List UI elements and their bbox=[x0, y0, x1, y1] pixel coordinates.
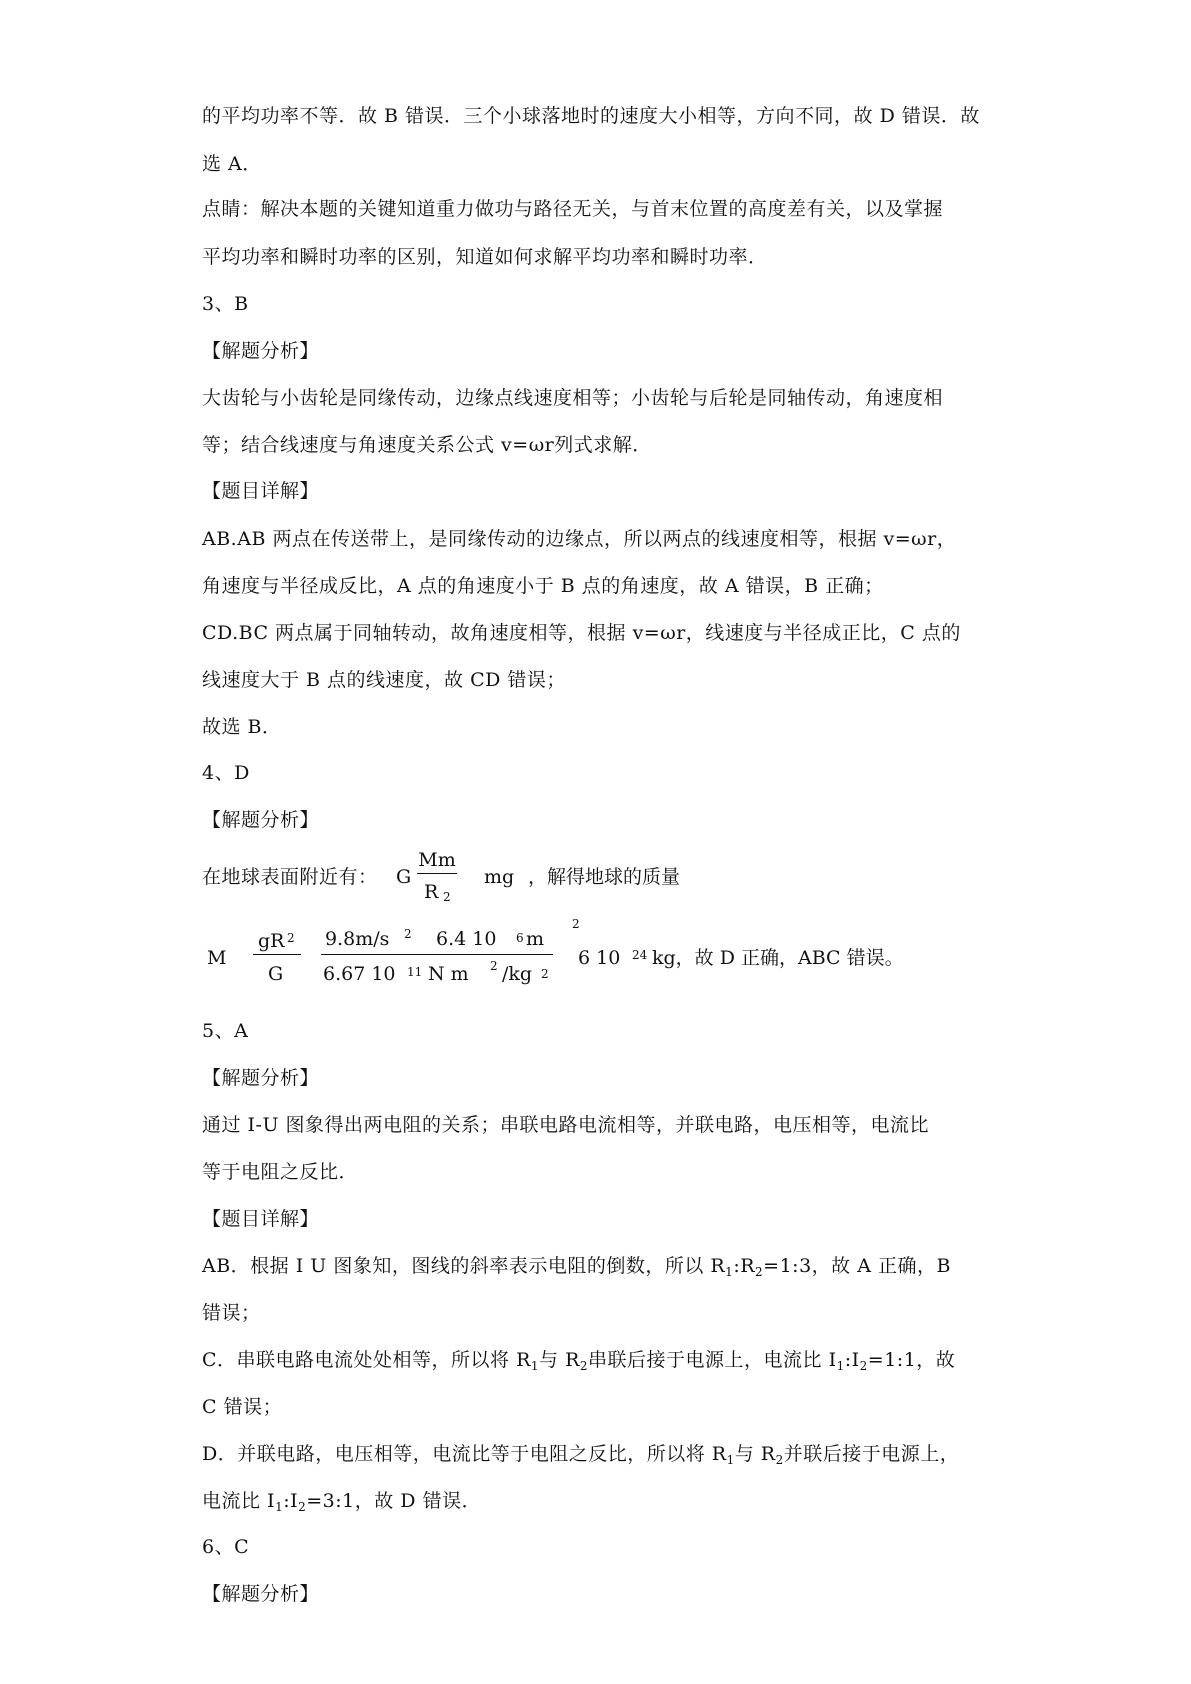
text-span: AB．根据 I U 图象知，图线的斜率表示电阻的倒数，所以 R bbox=[202, 1255, 726, 1277]
result-part: 6 10 bbox=[578, 947, 621, 969]
text-span: 与 R bbox=[734, 1443, 776, 1465]
text-line: 点睛：解决本题的关键知道重力做功与路径无关，与首末位置的高度差有关，以及掌握 bbox=[202, 198, 944, 220]
text-span: C．串联电路电流处处相等，所以将 R bbox=[202, 1349, 531, 1371]
text-line bbox=[202, 1348, 955, 1378]
text-line: 等于电阻之反比． bbox=[202, 1161, 359, 1183]
fraction-denominator: G bbox=[268, 963, 284, 985]
text-span: :I bbox=[283, 1490, 299, 1512]
text-line bbox=[202, 1254, 951, 1284]
section-heading: 【解题分析】 bbox=[202, 340, 320, 362]
formula-m: M bbox=[207, 947, 227, 969]
text-line: 电流比 $I_1:I_2=3:1$，故 D 错误． bbox=[202, 1490, 482, 1514]
text-line: 在地球表面附近有： bbox=[202, 866, 378, 888]
fraction-bar bbox=[417, 873, 457, 874]
answer-3: 3、B bbox=[202, 293, 249, 315]
text-span: 与 R bbox=[539, 1349, 580, 1371]
text-span: D．并联电路，电压相等，电流比等于电阻之反比，所以将 R bbox=[202, 1443, 727, 1465]
denominator-part: 6.67 10 bbox=[323, 963, 396, 985]
fraction-numerator: Mm bbox=[418, 849, 456, 871]
subscript: 2 bbox=[859, 1359, 868, 1373]
answer-5: 5、A bbox=[202, 1020, 249, 1042]
superscript: 2 bbox=[541, 967, 549, 981]
text-line: 故选 B． bbox=[202, 716, 282, 738]
section-heading: 【题目详解】 bbox=[202, 480, 320, 502]
fraction-bar bbox=[253, 954, 301, 955]
subscript: 2 bbox=[298, 1500, 307, 1514]
superscript: 2 bbox=[287, 931, 295, 945]
section-heading: 【题目详解】 bbox=[202, 1208, 320, 1230]
section-heading: 【解题分析】 bbox=[202, 809, 320, 831]
text-line: 错误； bbox=[202, 1302, 261, 1324]
text-line: 的平均功率不等．故 B 错误．三个小球落地时的速度大小相等，方向不同，故 D 错误．故 bbox=[202, 105, 980, 127]
fraction-denominator: R bbox=[424, 881, 439, 903]
subscript: 1 bbox=[836, 1359, 845, 1373]
numerator-part: m bbox=[526, 928, 545, 950]
text-span: 并联后接于电源上， bbox=[783, 1443, 960, 1465]
subscript: 1 bbox=[726, 1453, 735, 1467]
section-heading: 【解题分析】 bbox=[202, 1067, 320, 1089]
numerator-part: 6.4 10 bbox=[436, 928, 497, 950]
formula-g: G bbox=[396, 866, 412, 888]
text-line: CD.BC 两点属于同轴转动，故角速度相等，根据 v=ωr，线速度与半径成正比，C 点的 bbox=[202, 622, 961, 644]
answer-4: 4、D bbox=[202, 762, 250, 784]
text-line: 线速度大于 B 点的线速度，故 CD 错误； bbox=[202, 669, 566, 691]
subscript: 2 bbox=[579, 1359, 589, 1373]
subscript: 2 bbox=[775, 1453, 784, 1467]
text-line: C 错误； bbox=[202, 1396, 283, 1418]
text-span: =3:1，故 D 错误． bbox=[306, 1490, 482, 1512]
superscript: 2 bbox=[490, 959, 498, 973]
text-line: 角速度与半径成反比，A 点的角速度小于 B 点的角速度，故 A 错误，B 正确； bbox=[202, 575, 884, 597]
text-line: 通过 I-U 图象得出两电阻的关系；串联电路电流相等，并联电路，电压相等，电流比 bbox=[202, 1114, 930, 1136]
text-span: =1:1，故 bbox=[867, 1349, 956, 1371]
superscript: 2 bbox=[443, 890, 451, 904]
fraction-numerator: gR bbox=[258, 930, 285, 952]
subscript: 2 bbox=[755, 1265, 764, 1279]
subscript: 1 bbox=[275, 1500, 284, 1514]
section-heading: 【解题分析】 bbox=[202, 1583, 320, 1605]
superscript: 6 bbox=[516, 931, 524, 945]
text-span: :I bbox=[844, 1349, 860, 1371]
fraction-bar bbox=[321, 954, 553, 955]
result-part: kg，故 D 正确，ABC 错误。 bbox=[652, 947, 904, 969]
text-line: 大齿轮与小齿轮是同缘传动，边缘点线速度相等；小齿轮与后轮是同轴传动，角速度相 bbox=[202, 387, 944, 409]
text-span: :R bbox=[733, 1255, 756, 1277]
formula-rhs: mg bbox=[484, 866, 515, 888]
text-span: =1:3，故 A 正确，B bbox=[763, 1255, 951, 1277]
answer-6: 6、C bbox=[202, 1536, 250, 1558]
subscript: 1 bbox=[530, 1359, 540, 1373]
text-span: 电流比 bbox=[202, 1490, 268, 1512]
text-line: 选 A． bbox=[202, 153, 262, 175]
denominator-part: N m bbox=[428, 963, 469, 985]
superscript: 24 bbox=[632, 948, 648, 962]
text-span: 串联后接于电源上，电流比 I bbox=[588, 1349, 837, 1371]
numerator-part: 9.8m/s bbox=[325, 928, 390, 950]
denominator-part: /kg bbox=[502, 963, 533, 985]
superscript: 11 bbox=[407, 965, 423, 979]
text-line: 等；结合线速度与角速度关系公式 v=ωr列式求解． bbox=[202, 434, 652, 456]
subscript: 1 bbox=[725, 1265, 734, 1279]
superscript: 2 bbox=[572, 917, 580, 931]
text-line: 平均功率和瞬时功率的区别，知道如何求解平均功率和瞬时功率． bbox=[202, 246, 768, 268]
text-line bbox=[202, 1442, 959, 1472]
superscript: 2 bbox=[404, 927, 412, 941]
formula-tail: ，解得地球的质量 bbox=[528, 866, 681, 888]
text-line: AB.AB 两点在传送带上，是同缘传动的边缘点，所以两点的线速度相等，根据 v=ωr， bbox=[202, 528, 957, 550]
